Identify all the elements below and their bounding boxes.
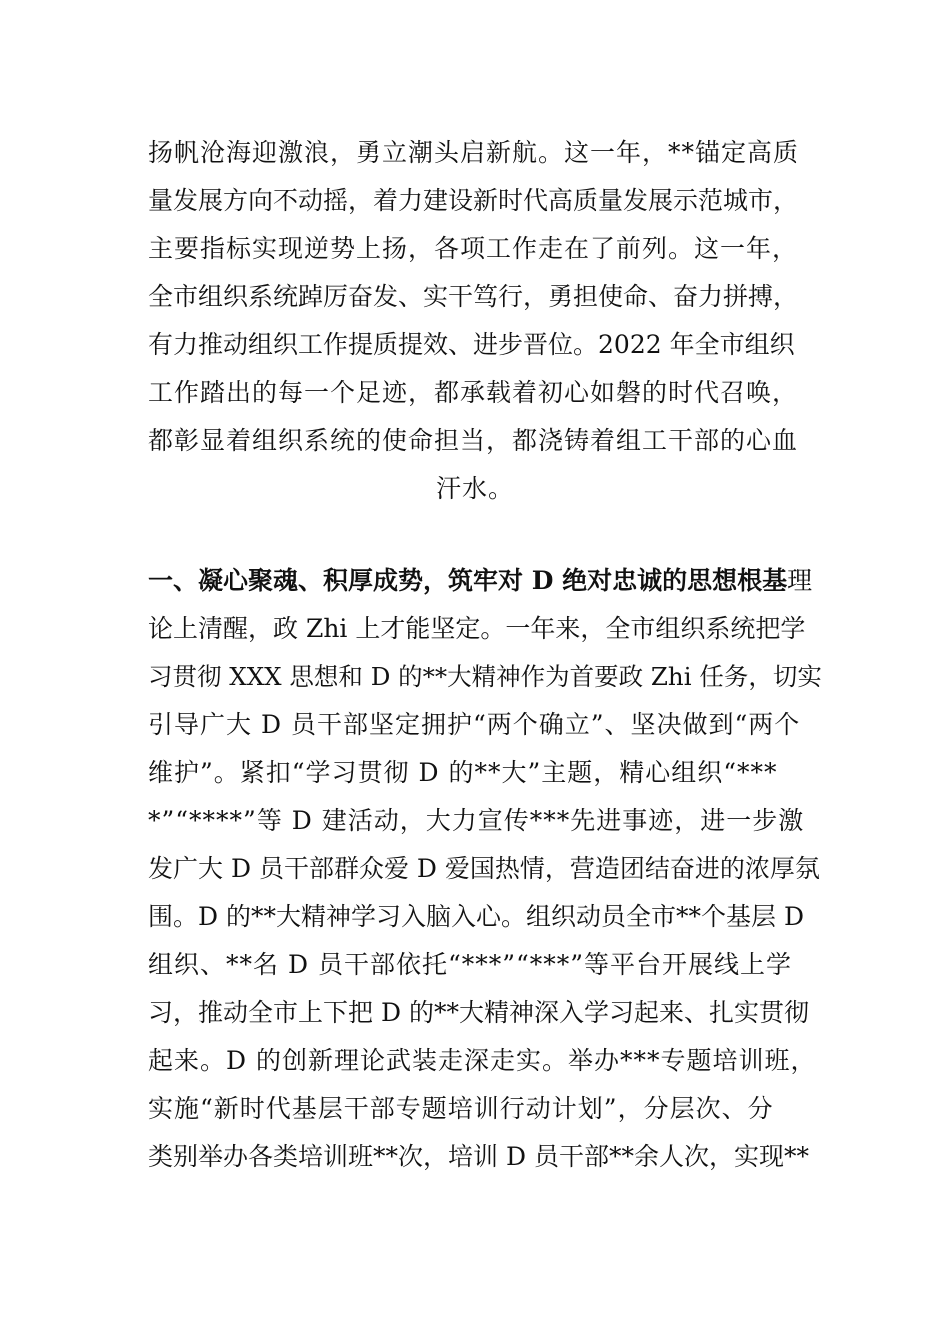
section1-line-4: 维护”。紧扣“学习贯彻 D 的**大”主题，精心组织“*** bbox=[148, 758, 778, 787]
intro-line-6: 工作踏出的每一个足迹，都承载着初心如磐的时代召唤， bbox=[148, 378, 799, 407]
section1-line-11: 实施“新时代基层干部专题培训行动计划”，分层次、分 bbox=[148, 1094, 774, 1123]
intro-line-4: 全市组织系统踔厉奋发、实干笃行，勇担使命、奋力拼搏， bbox=[148, 282, 799, 311]
intro-line-3: 主要指标实现逆势上扬，各项工作走在了前列。这一年， bbox=[148, 234, 799, 263]
section1-heading-line bbox=[148, 566, 812, 596]
section1-line-9: 习，推动全市上下把 D 的**大精神深入学习起来、扎实贯彻 bbox=[148, 998, 809, 1027]
section1-heading-tail: 理 bbox=[787, 566, 813, 595]
section1-line-10: 起来。D 的创新理论武装走深走实。举办***专题培训班， bbox=[148, 1046, 817, 1075]
section1-line-3: 引导广大 D 员干部坚定拥护“两个确立”、坚决做到“两个 bbox=[148, 710, 801, 739]
intro-line-8: 汗水。 bbox=[435, 474, 514, 503]
section1-line-7: 围。D 的**大精神学习入脑入心。组织动员全市**个基层 D bbox=[148, 902, 804, 931]
section1-line-2: 习贯彻 XXX 思想和 D 的**大精神作为首要政 Zhi 任务，切实 bbox=[148, 662, 822, 691]
intro-line-7: 都彰显着组织系统的使命担当，都浇铸着组工干部的心血 bbox=[148, 426, 799, 455]
intro-line-2: 量发展方向不动摇，着力建设新时代高质量发展示范城市， bbox=[148, 186, 799, 215]
section1-line-8: 组织、**名 D 员干部依托“***”“***”等平台开展线上学 bbox=[148, 950, 793, 979]
section1-heading: 一、凝心聚魂、积厚成势，筑牢对 D 绝对忠诚的思想根基 bbox=[148, 566, 788, 595]
section1-line-1: 论上清醒，政 Zhi 上才能坚定。一年来，全市组织系统把学 bbox=[148, 614, 806, 643]
intro-line-1: 扬帆沧海迎激浪，勇立潮头启新航。这一年，**锚定高质 bbox=[148, 138, 800, 167]
intro-line-5: 有力推动组织工作提质提效、进步晋位。2022 年全市组织 bbox=[148, 330, 795, 359]
section1-line-6: 发广大 D 员干部群众爱 D 爱国热情，营造团结奋进的浓厚氛 bbox=[148, 854, 820, 883]
section1-line-5: *”“****”等 D 建活动，大力宣传***先进事迹，进一步激 bbox=[148, 806, 805, 835]
section1-line-12: 类别举办各类培训班**次，培训 D 员干部**余人次，实现** bbox=[148, 1142, 809, 1171]
